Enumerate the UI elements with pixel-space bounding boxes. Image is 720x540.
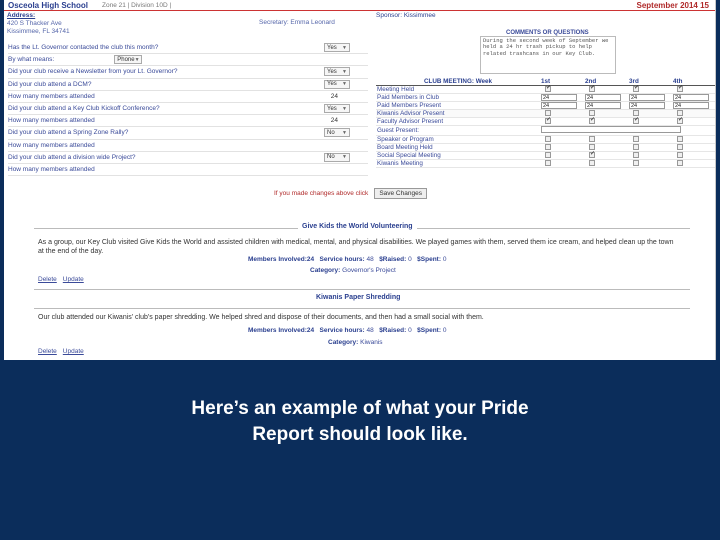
address-block (7, 12, 70, 36)
checkbox[interactable] (633, 144, 639, 150)
checkbox[interactable] (633, 152, 639, 158)
question-row (8, 42, 368, 54)
answer-value[interactable]: 24 (330, 117, 338, 125)
number-input[interactable]: 24 (585, 102, 621, 109)
guest-input[interactable] (541, 126, 681, 133)
report-screenshot (4, 0, 716, 360)
question-row (8, 54, 368, 66)
meeting-table (376, 78, 716, 168)
question-label: Did your club attend a division wide Project? (8, 153, 136, 161)
comments-title: COMMENTS OR QUESTIONS (506, 30, 589, 36)
checkbox[interactable] (677, 86, 683, 92)
question-label: Did your club receive a Newsletter from your Lt. Governor? (8, 68, 178, 76)
answer-select[interactable]: No ▼ (324, 153, 350, 162)
section-divider (34, 308, 690, 309)
row-label: Paid Members in Club (376, 94, 540, 102)
update-link[interactable]: Update (62, 276, 84, 283)
question-row (8, 66, 368, 78)
project-category: Category: Governor's Project (310, 267, 396, 274)
school-name: Osceola High School (8, 1, 89, 10)
checkbox[interactable] (589, 160, 595, 166)
table-row (376, 86, 716, 94)
answer-select[interactable]: Yes ▼ (324, 67, 350, 76)
project-title: Kiwanis Paper Shredding (312, 294, 404, 301)
row-label: Guest Present: (376, 126, 540, 136)
table-row (376, 118, 716, 126)
question-row (8, 79, 368, 91)
checkbox[interactable] (677, 118, 683, 124)
checkbox[interactable] (589, 118, 595, 124)
checkbox[interactable] (545, 152, 551, 158)
row-label: Paid Members Present (376, 102, 540, 110)
project-stats: Members Involved:24 Service hours: 48 $Raised: 0 $Spent: 0 (248, 256, 447, 263)
number-input[interactable]: 24 (541, 102, 577, 109)
questions-list (8, 42, 368, 176)
save-changes-hint: If you made changes above click (274, 190, 369, 197)
answer-select[interactable]: Phone ▼ (114, 55, 142, 64)
chevron-down-icon: ▼ (342, 81, 347, 88)
checkbox[interactable] (589, 86, 595, 92)
caption-line1: Here’s an example of what your Pride (191, 398, 529, 419)
checkbox[interactable] (633, 160, 639, 166)
week-header: 1st (540, 78, 584, 86)
row-label: Kiwanis Meeting (376, 159, 540, 167)
checkbox[interactable] (633, 136, 639, 142)
sponsor: Sponsor: Kissimmee (376, 12, 436, 19)
row-label: Speaker or Program (376, 135, 540, 143)
answer-select[interactable]: Yes ▼ (324, 43, 350, 52)
project-title: Give Kids the World Volunteering (298, 223, 417, 230)
checkbox[interactable] (677, 136, 683, 142)
delete-link[interactable]: Delete (38, 276, 57, 283)
table-row (376, 143, 716, 151)
row-label: Social Special Meeting (376, 151, 540, 159)
chevron-down-icon: ▼ (134, 56, 140, 63)
project-description: Our club attended our Kiwanis' club's paper shredding. We helped shred and dispose of their documents, and then had a small social with them. (38, 314, 484, 321)
question-label: Did your club attend a DCM? (8, 80, 92, 88)
question-label: Has the Lt. Governor contacted the club this month? (8, 44, 159, 52)
question-label: How many members attended (8, 141, 95, 149)
section-divider (34, 289, 690, 290)
question-label: Did your club attend a Spring Zone Rally? (8, 129, 129, 137)
table-row (376, 94, 716, 102)
question-row (8, 115, 368, 127)
table-row (376, 126, 716, 136)
checkbox[interactable] (545, 160, 551, 166)
save-changes-bar (274, 188, 427, 199)
checkbox[interactable] (589, 152, 595, 158)
checkbox[interactable] (589, 136, 595, 142)
checkbox[interactable] (545, 86, 551, 92)
question-row (8, 103, 368, 115)
checkbox[interactable] (545, 118, 551, 124)
question-label: Did your club attend a Key Club Kickoff Conference? (8, 105, 160, 113)
question-label: How many members attended (8, 165, 95, 173)
comments-textarea[interactable]: During the second week of September we held a 24 hr trash pickup to help related trashcans in our Key Club. (480, 36, 616, 74)
table-row (376, 102, 716, 110)
address-line1: 420 S Thacker Ave (7, 20, 62, 27)
number-input[interactable]: 24 (585, 94, 621, 101)
answer-value[interactable]: 24 (330, 92, 338, 100)
save-changes-button[interactable]: Save Changes (374, 188, 427, 199)
address-label: Address: (7, 12, 36, 19)
checkbox[interactable] (677, 144, 683, 150)
question-label: By what means: (8, 56, 55, 64)
question-row (8, 164, 368, 176)
number-input[interactable]: 24 (673, 102, 709, 109)
question-row (8, 140, 368, 152)
header-divider (4, 10, 715, 11)
project-actions (38, 348, 90, 355)
project-category: Category: Kiwanis (328, 339, 383, 346)
report-month: September 2014 15 (636, 1, 709, 10)
chevron-down-icon: ▼ (342, 68, 347, 75)
checkbox[interactable] (677, 152, 683, 158)
answer-select[interactable]: Yes ▼ (324, 80, 350, 89)
week-header: 4th (672, 78, 716, 86)
project-actions (38, 276, 90, 283)
table-row (376, 159, 716, 167)
row-label: Board Meeting Held (376, 143, 540, 151)
checkbox[interactable] (677, 160, 683, 166)
row-label: Kiwanis Advisor Present (376, 110, 540, 118)
number-input[interactable]: 24 (629, 94, 665, 101)
chevron-down-icon: ▼ (342, 44, 347, 51)
checkbox[interactable] (545, 144, 551, 150)
delete-link[interactable]: Delete (38, 348, 57, 355)
row-label: Faculty Advisor Present (376, 118, 540, 126)
question-row (8, 127, 368, 139)
week-header: 3rd (628, 78, 672, 86)
week-header: 2nd (584, 78, 628, 86)
answer-select[interactable]: No ▼ (324, 128, 350, 137)
number-input[interactable]: 24 (673, 94, 709, 101)
question-row (8, 91, 368, 103)
question-label: How many members attended (8, 117, 95, 125)
project-stats: Members Involved:24 Service hours: 48 $Raised: 0 $Spent: 0 (248, 327, 447, 334)
checkbox[interactable] (633, 118, 639, 124)
table-row (376, 135, 716, 143)
project-description: As a group, our Key Club visited Give Kids the World and assisted children with medical, mental, and physical disabilities. We played games with them, served them ice cream, and helped clean up the town at the end of the day. (38, 239, 674, 255)
chevron-down-icon: ▼ (342, 105, 347, 112)
secretary: Secretary: Emma Leonard (259, 19, 335, 26)
slide-caption (100, 396, 620, 448)
update-link[interactable]: Update (62, 348, 84, 355)
row-label: Meeting Held (376, 86, 540, 94)
checkbox[interactable] (545, 136, 551, 142)
answer-select[interactable]: Yes ▼ (324, 104, 350, 113)
question-label: How many members attended (8, 92, 95, 100)
table-row (376, 151, 716, 159)
zone-division: Zone 21 | Division 10D | (102, 2, 172, 9)
chevron-down-icon: ▼ (342, 129, 347, 136)
question-row (8, 152, 368, 164)
address-line2: Kissimmee, FL 34741 (7, 28, 70, 35)
number-input[interactable]: 24 (541, 94, 577, 101)
number-input[interactable]: 24 (629, 102, 665, 109)
chevron-down-icon: ▼ (342, 154, 347, 161)
checkbox[interactable] (633, 86, 639, 92)
meeting-table-label: CLUB MEETING: Week (376, 78, 540, 86)
caption-line2: Report should look like. (252, 424, 468, 445)
